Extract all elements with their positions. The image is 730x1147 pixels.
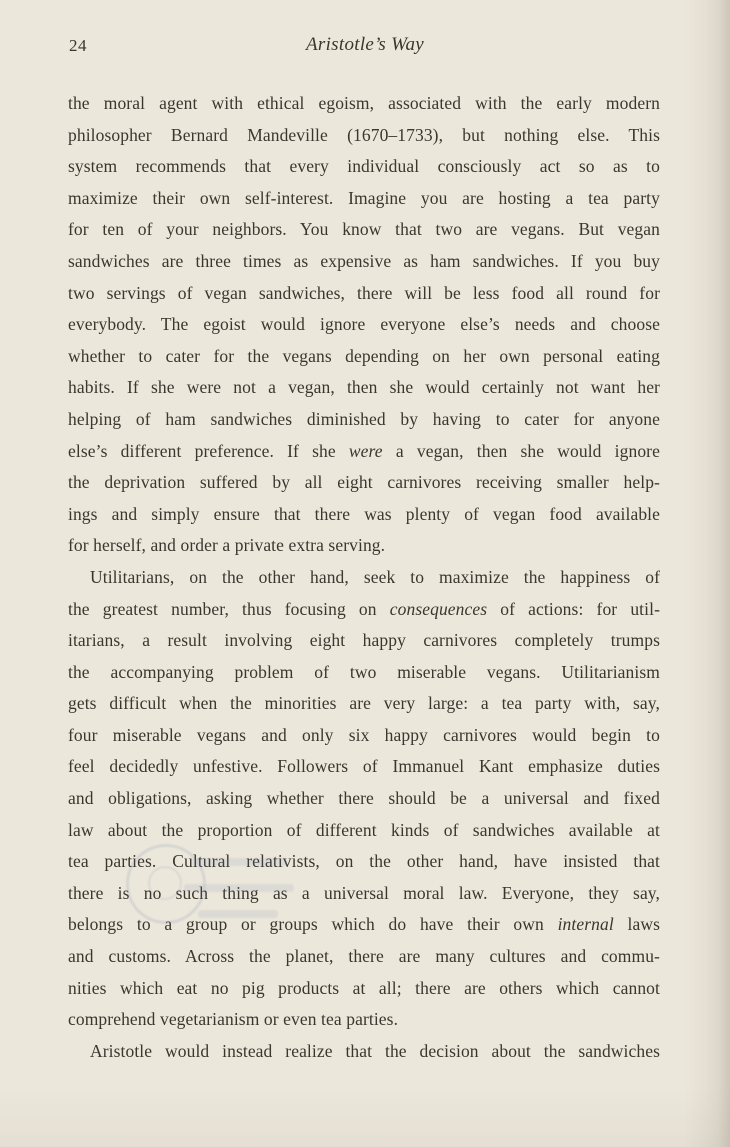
text-segment: philosopher Bernard Mandeville (1670–1733), but nothing else. This [68, 124, 660, 145]
page-number: 24 [69, 36, 87, 55]
page-header [0, 34, 730, 60]
paragraph [68, 88, 660, 562]
text-line [68, 941, 660, 973]
text-segment: ings and simply ensure that there was plenty of vegan food available [68, 503, 660, 524]
text-line [68, 594, 660, 626]
text-line [68, 436, 660, 468]
text-segment: habits. If she were not a vegan, then she would certainly not want her [68, 377, 660, 398]
text-line [68, 341, 660, 373]
text-line [68, 499, 660, 531]
text-line [68, 909, 660, 941]
text-segment-italic: consequences [389, 598, 488, 619]
text-segment: four miserable vegans and only six happy carnivores would begin to [68, 724, 660, 745]
text-segment: the deprivation suffered by all eight carnivores receiving smaller help- [68, 472, 660, 493]
text-line [68, 120, 660, 152]
text-line [68, 751, 660, 783]
text-line [68, 372, 660, 404]
text-line [68, 720, 660, 752]
text-segment: law about the proportion of different kinds of sandwiches available at [68, 819, 660, 840]
text-segment: system recommends that every individual consciously act so as to [68, 156, 660, 177]
text-segment: comprehend vegetarianism or even tea parties. [68, 1009, 399, 1030]
text-segment: the accompanying problem of two miserable vegans. Utilitarianism [68, 661, 660, 682]
text-line [68, 214, 660, 246]
text-line [68, 88, 660, 120]
text-line [68, 309, 660, 341]
text-line [68, 846, 660, 878]
text-line [68, 278, 660, 310]
text-segment: maximize their own self-interest. Imagine you are hosting a tea party [68, 187, 660, 208]
text-line [68, 625, 660, 657]
text-segment: itarians, a result involving eight happy carnivores completely trumps [68, 630, 660, 651]
text-segment: else’s different preference. If she [68, 440, 349, 461]
text-segment: sandwiches are three times as expensive as ham sandwiches. If you buy [68, 250, 660, 271]
text-segment: and obligations, asking whether there should be a universal and fixed [68, 788, 660, 809]
text-segment: laws [613, 914, 661, 935]
text-segment: for herself, and order a private extra serving. [68, 535, 386, 556]
text-line [68, 688, 660, 720]
text-line [68, 246, 660, 278]
text-line [68, 151, 660, 183]
text-segment: gets difficult when the minorities are very large: a tea party with, say, [68, 693, 660, 714]
text-segment: a vegan, then she would ignore [382, 440, 660, 461]
text-line [68, 973, 660, 1005]
text-line [68, 467, 660, 499]
text-line [68, 1004, 660, 1036]
text-segment-italic: internal [557, 914, 614, 935]
text-segment-italic: were [348, 440, 383, 461]
text-segment: nities which eat no pig products at all; there are others which cannot [68, 977, 660, 998]
text-line [68, 783, 660, 815]
text-segment: tea parties. Cultural relativists, on the other hand, have insisted that [68, 851, 660, 872]
text-line [68, 530, 660, 562]
text-segment: the greatest number, thus focusing on [68, 598, 390, 619]
text-segment: helping of ham sandwiches diminished by having to cater for anyone [68, 408, 660, 429]
body-text [68, 88, 660, 1067]
text-segment: the moral agent with ethical egoism, associated with the early modern [68, 93, 660, 113]
text-segment: belongs to a group or groups which do have their own [68, 914, 558, 935]
text-segment: two servings of vegan sandwiches, there will be less food all round for [68, 282, 660, 303]
text-segment: for ten of your neighbors. You know that two are vegans. But vegan [68, 219, 660, 240]
text-line [68, 404, 660, 436]
text-segment: Aristotle would instead realize that the decision about the sandwiches [90, 1040, 660, 1061]
text-segment: of actions: for util- [487, 598, 660, 619]
text-line [68, 878, 660, 910]
text-segment: Utilitarians, on the other hand, seek to maximize the happiness of [90, 566, 660, 587]
text-line [68, 183, 660, 215]
text-line [68, 1036, 660, 1068]
text-segment: whether to cater for the vegans depending on her own personal eating [68, 345, 660, 366]
paragraph [68, 1036, 660, 1068]
text-line [68, 657, 660, 689]
paragraph [68, 562, 660, 1036]
running-head-title: Aristotle’s Way [306, 34, 424, 55]
text-line [68, 815, 660, 847]
text-segment: everybody. The egoist would ignore everyone else’s needs and choose [68, 314, 660, 335]
text-segment: feel decidedly unfestive. Followers of Immanuel Kant emphasize duties [68, 756, 660, 777]
text-segment: and customs. Across the planet, there are many cultures and commu- [68, 946, 660, 967]
text-line [68, 562, 660, 594]
text-segment: there is no such thing as a universal moral law. Everyone, they say, [68, 882, 660, 903]
